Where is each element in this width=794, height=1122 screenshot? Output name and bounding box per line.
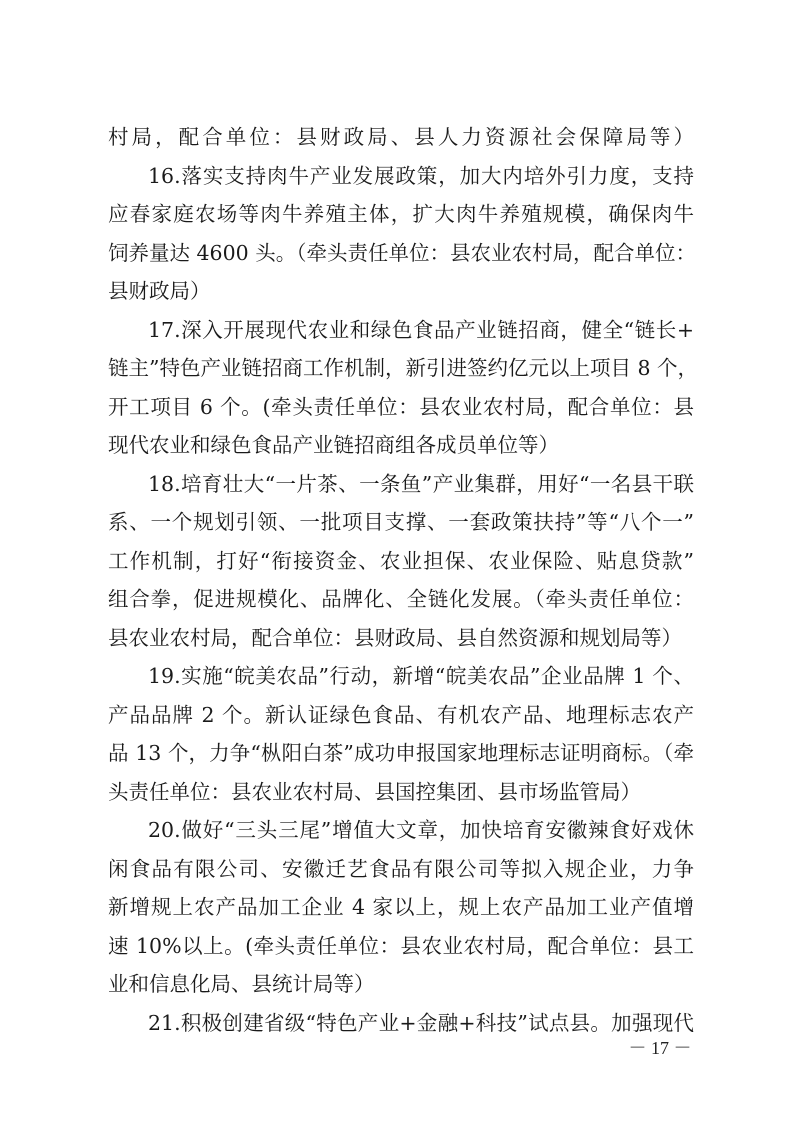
paragraph-17-line: 17.深入开展现代农业和绿色食品产业链招商，健全“链长+ (148, 317, 694, 342)
text-line: 县农业农村局，配合单位：县财政局、县自然资源和规划局等） (108, 625, 682, 650)
paragraph-21-line: 21.积极创建省级“特色产业+金融+科技”试点县。加强现代 (148, 1010, 694, 1035)
text-line: 新增规上农产品加工企业 4 家以上，规上农产品加工业产值增 (108, 895, 694, 919)
text-line: 县财政局） (108, 279, 211, 303)
text-line: 饲养量达 4600 头。（牵头责任单位：县农业农村局，配合单位： (108, 240, 696, 265)
paragraph-19-line: 19.实施“皖美农品”行动，新增“皖美农品”企业品牌 1 个、 (148, 664, 694, 688)
text-line: 产品品牌 2 个。新认证绿色食品、有机农产品、地理标志农产 (108, 702, 694, 727)
paragraph-20-line: 20.做好“三头三尾”增值大文章，加快培育安徽辣食好戏休 (148, 818, 694, 842)
text-line: 组合拳，促进规模化、品牌化、全链化发展。（牵头责任单位： (108, 587, 694, 611)
text-line: 闲食品有限公司、安徽迁艺食品有限公司等拟入规企业，力争 (108, 856, 694, 881)
text-line: 业和信息化局、县统计局等） (108, 972, 375, 996)
text-line: 工作机制，打好“衔接资金、农业担保、农业保险、贴息贷款” (108, 548, 694, 573)
text-line: 开工项目 6 个。(牵头责任单位：县农业农村局，配合单位：县 (108, 394, 694, 419)
text-line: 现代农业和绿色食品产业链招商组各成员单位等） (108, 433, 559, 457)
paragraph-18-line: 18.培育壮大“一片茶、一条鱼”产业集群，用好“一名县干联 (148, 471, 694, 496)
text-line: 村局，配合单位：县财政局、县人力资源社会保障局等） (108, 125, 694, 149)
text-line: 头责任单位：县农业农村局、县国控集团、县市场监管局） (108, 779, 641, 804)
document-body (108, 118, 699, 1042)
text-line: 系、一个规划引领、一批项目支撑、一套政策扶持”等“八个一” (108, 510, 694, 534)
page-number: － 17 － (628, 1038, 692, 1058)
text-line: 速 10%以上。(牵头责任单位：县农业农村局，配合单位：县工 (108, 933, 694, 958)
text-line: 应春家庭农场等肉牛养殖主体，扩大肉牛养殖规模，确保肉牛 (108, 202, 694, 226)
text-line: 品 13 个，力争“枞阳白茶”成功申报国家地理标志证明商标。（牵 (108, 741, 694, 765)
paragraph-16-line: 16.落实支持肉牛产业发展政策，加大内培外引力度，支持 (148, 163, 694, 188)
text-line: 链主”特色产业链招商工作机制，新引进签约亿元以上项目 8 个， (108, 356, 699, 380)
